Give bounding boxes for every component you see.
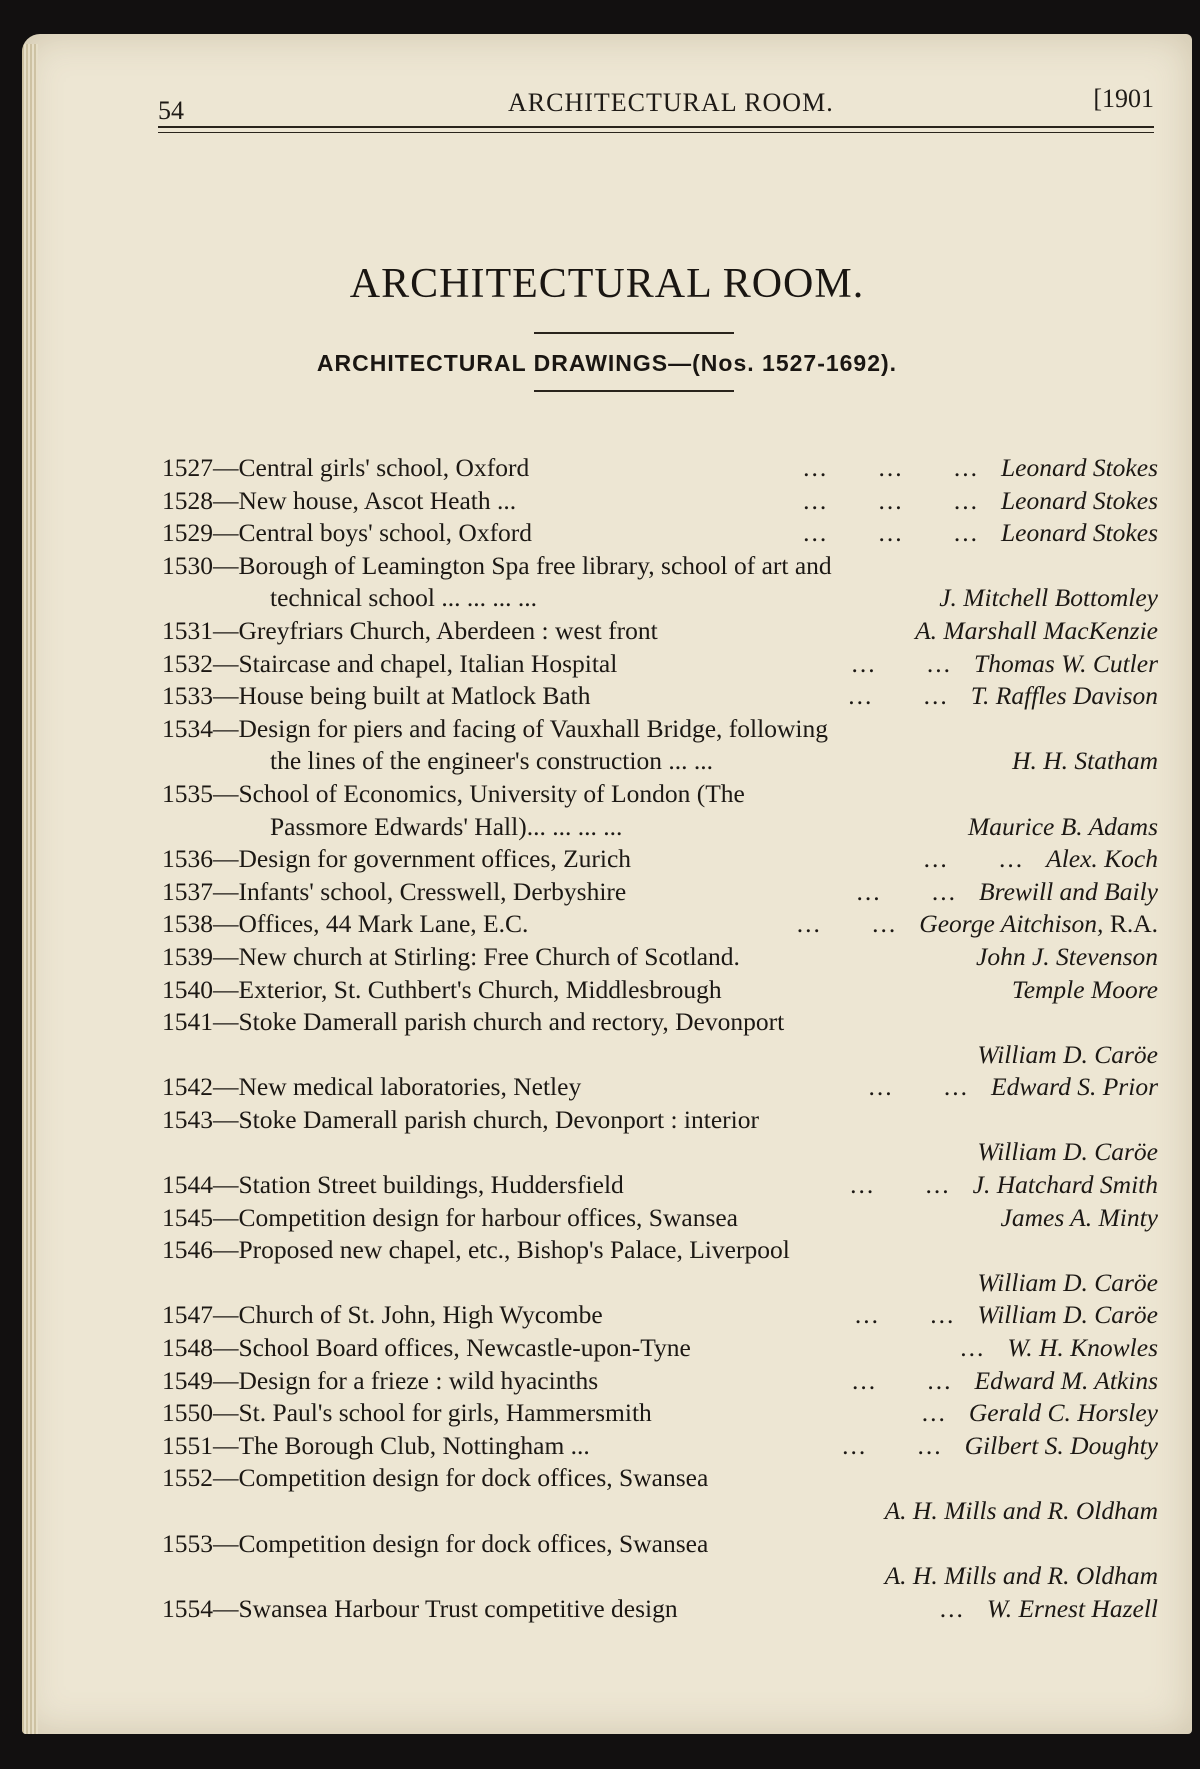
entry-dash: — <box>213 974 239 1004</box>
entry-title: School of Economics, University of London (The <box>238 778 745 808</box>
entry-number: 1551 <box>162 1430 213 1460</box>
running-header <box>158 84 1154 124</box>
entry-title: Central boys' school, Oxford <box>238 518 533 548</box>
entry-title: Stoke Damerall parish church, Devonport : interior <box>238 1104 759 1134</box>
entry-title: Proposed new chapel, etc., Bishop's Palace, Liverpool <box>238 1235 790 1265</box>
catalogue-line <box>162 1136 1158 1169</box>
entry-title: Station Street buildings, Huddersfield <box>238 1170 624 1200</box>
entry-author <box>977 1039 1158 1072</box>
dot-leader: ... ... ... <box>803 485 979 515</box>
entry-number: 1533 <box>162 681 213 711</box>
catalogue-line <box>162 1528 1158 1561</box>
author-name: Maurice B. Adams <box>967 811 1158 841</box>
entry-title-continued: technical school ... ... ... ... <box>270 583 537 613</box>
dot-leader: ... ... <box>852 1365 953 1395</box>
author-name: William D. Caröe <box>977 1039 1158 1069</box>
catalogue-line <box>162 517 1158 550</box>
author-name: Leonard Stokes <box>1001 485 1158 515</box>
entry-author <box>885 1560 1158 1593</box>
entry-dash: — <box>213 844 239 874</box>
dot-leader: ... ... <box>856 876 958 906</box>
entry-title: Competition design for dock offices, Swansea <box>238 1528 709 1558</box>
entry-number: 1542 <box>162 1072 213 1102</box>
entry-author <box>975 1365 1158 1398</box>
catalogue-line <box>162 550 1158 583</box>
entry-dash: — <box>213 876 239 906</box>
author-name: J. Mitchell Bottomley <box>939 583 1158 613</box>
author-name: W. Ernest Hazell <box>986 1593 1158 1623</box>
catalogue-line <box>162 1202 1158 1235</box>
catalogue-line <box>162 648 1158 681</box>
entry-dash: — <box>213 1300 239 1330</box>
catalogue-line <box>162 485 1158 518</box>
author-name: Temple Moore <box>1011 974 1158 1004</box>
entry-number: 1528 <box>162 485 213 515</box>
catalogue-line <box>162 1593 1158 1626</box>
entry-author <box>1001 452 1158 485</box>
entry-dash: — <box>213 1170 239 1200</box>
entry-title: New house, Ascot Heath ... <box>238 485 517 515</box>
entry-author <box>977 1299 1158 1332</box>
catalogue-line <box>162 1234 1158 1267</box>
entry-dash: — <box>213 648 239 678</box>
author-name: Gilbert S. Doughty <box>964 1430 1158 1460</box>
dot-leader: ... <box>921 1398 947 1428</box>
entry-author <box>971 680 1158 713</box>
entry-author <box>885 1495 1158 1528</box>
catalogue-line <box>162 713 1158 746</box>
author-name: Gerald C. Horsley <box>968 1398 1158 1428</box>
year: [1901 <box>1093 84 1154 113</box>
entry-title: Church of St. John, High Wycombe <box>238 1300 603 1330</box>
author-name: H. H. Statham <box>1012 746 1158 776</box>
author-name: Edward S. Prior <box>991 1072 1158 1102</box>
entry-number: 1540 <box>162 974 213 1004</box>
section-subtitle: ARCHITECTURAL DRAWINGS—(Nos. 1527-1692). <box>316 350 898 376</box>
entry-number: 1544 <box>162 1170 213 1200</box>
entry-title: Design for a frieze : wild hyacinths <box>238 1365 599 1395</box>
catalogue-line <box>162 680 1158 713</box>
entry-dash: — <box>213 518 239 548</box>
entry-title: Borough of Leamington Spa free library, school of art and <box>238 550 832 580</box>
entry-title: Central girls' school, Oxford <box>238 453 530 482</box>
author-name: Leonard Stokes <box>1001 518 1158 548</box>
author-name: John J. Stevenson <box>976 941 1158 971</box>
catalogue-line <box>162 1039 1158 1072</box>
entry-title: The Borough Club, Nottingham ... <box>238 1430 590 1460</box>
dot-leader: ... <box>960 1333 986 1363</box>
entry-dash: — <box>213 909 239 939</box>
author-name: Edward M. Atkins <box>974 1365 1158 1395</box>
entry-dash: — <box>213 1104 239 1134</box>
entry-author <box>1046 843 1158 876</box>
entry-author <box>991 1071 1158 1104</box>
dot-leader: ... ... <box>851 648 953 678</box>
entry-number: 1554 <box>162 1593 213 1623</box>
dot-leader: ... ... <box>796 909 898 939</box>
entry-number: 1546 <box>162 1235 213 1265</box>
entry-number: 1548 <box>162 1333 213 1363</box>
title-rule <box>534 332 734 334</box>
catalogue-line <box>162 1397 1158 1430</box>
catalogue-line <box>162 843 1158 876</box>
entry-title: School Board offices, Newcastle-upon-Tyne <box>238 1333 691 1363</box>
catalogue-line <box>162 452 1158 485</box>
entry-title-continued: the lines of the engineer's construction ... ... <box>270 746 713 776</box>
catalogue-line <box>162 1560 1158 1593</box>
catalogue-line <box>162 941 1158 974</box>
entry-author <box>915 615 1158 648</box>
entry-dash: — <box>213 1235 239 1265</box>
entry-dash: — <box>213 1463 239 1493</box>
entry-number: 1530 <box>162 550 213 580</box>
entry-number: 1535 <box>162 778 213 808</box>
author-name: William D. Caröe <box>977 1137 1158 1167</box>
entry-number: 1547 <box>162 1300 213 1330</box>
entry-title: St. Paul's school for girls, Hammersmith <box>238 1398 652 1428</box>
author-name: A. H. Mills and R. Oldham <box>884 1561 1158 1591</box>
page-title: ARCHITECTURAL ROOM. <box>349 261 865 307</box>
dot-leader: ... <box>939 1593 965 1623</box>
entry-title-continued: Passmore Edwards' Hall)... ... ... ... <box>270 811 623 841</box>
entry-title: Stoke Damerall parish church and rectory, Devonport <box>238 1007 785 1037</box>
entry-number: 1553 <box>162 1528 213 1558</box>
entry-dash: — <box>213 1333 239 1363</box>
entry-dash: — <box>213 1007 239 1037</box>
entry-author <box>1001 485 1158 518</box>
entry-author <box>987 1593 1158 1626</box>
entry-author <box>973 1169 1158 1202</box>
entry-title: Design for government offices, Zurich <box>238 844 632 874</box>
entry-dash: — <box>213 1398 239 1428</box>
entry-title: New medical laboratories, Netley <box>238 1072 582 1102</box>
header-rule-thin <box>158 132 1154 133</box>
entry-number: 1532 <box>162 648 213 678</box>
entry-number: 1541 <box>162 1007 213 1037</box>
dot-leader: ... ... ... <box>803 453 979 482</box>
entry-author <box>965 1430 1158 1463</box>
catalogue-line <box>162 745 1158 778</box>
catalogue-line <box>162 1267 1158 1300</box>
dot-leader: ... ... <box>854 1300 956 1330</box>
dot-leader: ... ... <box>848 681 949 711</box>
author-name: William D. Caröe <box>977 1300 1158 1330</box>
entry-number: 1534 <box>162 713 213 743</box>
dot-leader: ... ... <box>868 1072 970 1102</box>
entry-author <box>1012 974 1158 1007</box>
entry-number: 1550 <box>162 1398 213 1428</box>
entry-dash: — <box>213 778 239 808</box>
catalogue-line <box>162 1104 1158 1137</box>
entry-number: 1531 <box>162 615 213 645</box>
catalogue-line <box>162 1495 1158 1528</box>
entry-dash: — <box>213 681 239 711</box>
catalogue-list <box>162 452 1158 1625</box>
author-name: James A. Minty <box>1000 1202 1158 1232</box>
catalogue-line <box>162 778 1158 811</box>
entry-title: Competition design for harbour offices, Swansea <box>238 1202 739 1232</box>
dot-leader: ... ... ... <box>803 518 979 548</box>
author-name: George Aitchison, <box>919 909 1104 939</box>
entry-title: Greyfriars Church, Aberdeen : west front <box>238 615 658 645</box>
catalogue-line <box>162 1006 1158 1039</box>
entry-number: 1538 <box>162 909 213 939</box>
running-title: ARCHITECTURAL ROOM. <box>508 88 834 117</box>
author-name: A. Marshall MacKenzie <box>915 615 1158 645</box>
author-name: William D. Caröe <box>977 1267 1158 1297</box>
entry-number: 1545 <box>162 1202 213 1232</box>
entry-author <box>977 1136 1158 1169</box>
page-number: 54 <box>158 96 184 125</box>
entry-dash: — <box>213 1593 239 1623</box>
entry-author <box>919 908 1158 941</box>
catalogue-line <box>162 1071 1158 1104</box>
entry-title: Exterior, St. Cuthbert's Church, Middlesbrough <box>238 974 722 1004</box>
entry-author <box>1012 745 1158 778</box>
entry-author <box>1001 1202 1158 1235</box>
entry-author <box>939 582 1158 615</box>
author-name: Alex. Koch <box>1046 844 1158 874</box>
catalogue-line <box>162 1430 1158 1463</box>
dot-leader: ... ... <box>850 1170 951 1200</box>
entry-dash: — <box>213 453 239 482</box>
book-page <box>22 34 1192 1734</box>
entry-dash: — <box>213 1430 239 1460</box>
entry-dash: — <box>213 1202 239 1232</box>
catalogue-line <box>162 582 1158 615</box>
entry-title: Staircase and chapel, Italian Hospital <box>238 648 618 678</box>
entry-author <box>969 1397 1158 1430</box>
catalogue-line <box>162 811 1158 844</box>
entry-title: Competition design for dock offices, Swansea <box>238 1463 709 1493</box>
dot-leader: ... ... <box>923 844 1025 874</box>
entry-number: 1552 <box>162 1463 213 1493</box>
entry-author <box>979 876 1158 909</box>
entry-author <box>1001 517 1158 550</box>
entry-title: Infants' school, Cresswell, Derbyshire <box>238 876 627 906</box>
entry-number: 1537 <box>162 876 213 906</box>
entry-dash: — <box>213 485 239 515</box>
catalogue-line <box>162 615 1158 648</box>
catalogue-line <box>162 1169 1158 1202</box>
catalogue-line <box>162 876 1158 909</box>
entry-number: 1543 <box>162 1104 213 1134</box>
author-name: A. H. Mills and R. Oldham <box>884 1496 1158 1525</box>
author-name: Leonard Stokes <box>1001 453 1158 482</box>
entry-number: 1539 <box>162 941 213 971</box>
author-suffix: R.A. <box>1103 909 1158 939</box>
header-rule <box>158 126 1154 128</box>
subtitle-rule <box>534 390 734 392</box>
catalogue-line <box>162 974 1158 1007</box>
entry-dash: — <box>213 615 239 645</box>
entry-author <box>1007 1332 1158 1365</box>
catalogue-line <box>162 1332 1158 1365</box>
entry-author <box>976 941 1158 974</box>
entry-title: Swansea Harbour Trust competitive design <box>238 1593 678 1623</box>
entry-dash: — <box>213 941 239 971</box>
author-name: W. H. Knowles <box>1007 1333 1158 1363</box>
entry-dash: — <box>213 1528 239 1558</box>
catalogue-line <box>162 1462 1158 1495</box>
catalogue-line <box>162 908 1158 941</box>
entry-number: 1527 <box>162 453 213 482</box>
entry-author <box>974 648 1158 681</box>
entry-title: Design for piers and facing of Vauxhall Bridge, following <box>238 713 828 743</box>
entry-author <box>968 811 1158 844</box>
entry-number: 1536 <box>162 844 213 874</box>
entry-title: New church at Stirling: Free Church of Scotland. <box>238 941 740 971</box>
author-name: T. Raffles Davison <box>970 681 1158 711</box>
author-name: Brewill and Baily <box>979 876 1158 906</box>
entry-title: House being built at Matlock Bath <box>238 681 591 711</box>
entry-number: 1549 <box>162 1365 213 1395</box>
author-name: J. Hatchard Smith <box>972 1170 1158 1200</box>
entry-dash: — <box>213 550 239 580</box>
entry-dash: — <box>213 1365 239 1395</box>
entry-dash: — <box>213 713 239 743</box>
dot-leader: ... ... <box>842 1430 943 1460</box>
entry-author <box>977 1267 1158 1300</box>
entry-number: 1529 <box>162 518 213 548</box>
catalogue-line <box>162 1299 1158 1332</box>
entry-dash: — <box>213 1072 239 1102</box>
entry-title: Offices, 44 Mark Lane, E.C. <box>238 909 529 939</box>
author-name: Thomas W. Cutler <box>974 648 1158 678</box>
catalogue-line <box>162 1365 1158 1398</box>
